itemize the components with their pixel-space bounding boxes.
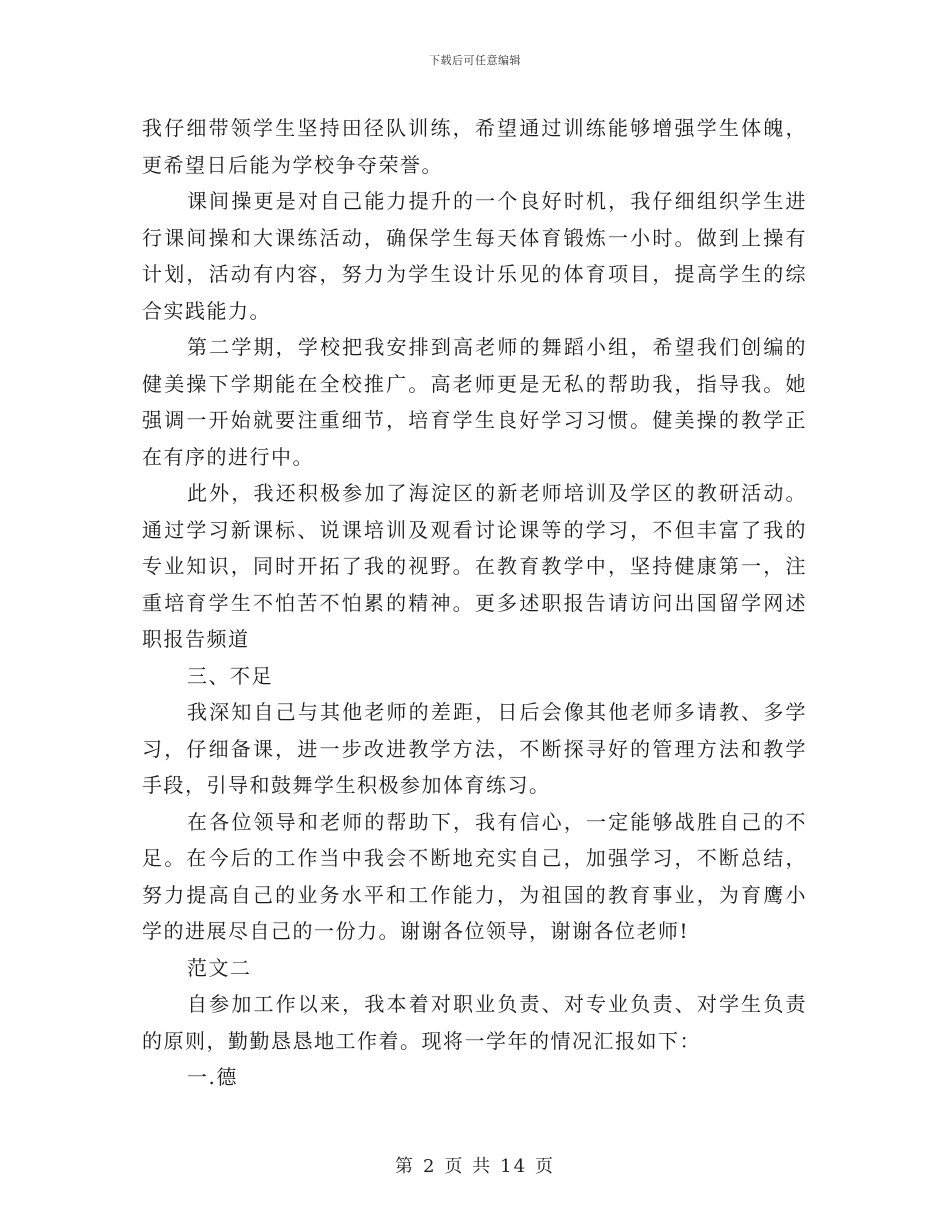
paragraph: 我仔细带领学生坚持田径队训练，希望通过训练能够增强学生体魄，更希望日后能为学校争夺荣誉。 [142,116,807,177]
paragraph: 在各位领导和老师的帮助下，我有信心，一定能够战胜自己的不足。在今后的工作当中我会不断地充实自己，加强学习，不断总结，努力提高自己的业务水平和工作能力，为祖国的教育事业，为育鹰小学的进展尽自己的一份力。谢谢各位领导，谢谢各位老师! [142,809,807,943]
section-heading: 三、不足 [187,663,273,688]
paragraph: 此外，我还积极参加了海淀区的新老师培训及学区的教研活动。通过学习新课标、说课培训及观看讨论课等的学习，不但丰富了我的专业知识，同时开拓了我的视野。在教育教学中，坚持健康第一，注重培育学生不怕苦不怕累的精神。更多述职报告请访问出国留学网述职报告频道 [142,481,807,651]
document-body [142,110,807,1096]
page-number: 2 [422,1156,437,1177]
paragraph: 课间操更是对自己能力提升的一个良好时机，我仔细组织学生进行课间操和大课练活动，确保学生每天体育锻炼一小时。做到上操有计划，活动有内容，努力为学生设计乐见的体育项目，提高学生的综合实践能力。 [142,189,807,323]
page-header: 下载后可任意编辑 [429,54,521,67]
paragraph: 我深知自己与其他老师的差距，日后会像其他老师多请教、多学习，仔细备课，进一步改进教学方法，不断探寻好的管理方法和教学手段，引导和鼓舞学生积极参加体育练习。 [142,700,807,797]
footer-middle: 页 共 [444,1156,493,1177]
footer-prefix: 第 [394,1156,415,1177]
page-footer [0,1152,950,1178]
section-heading: 范文二 [187,955,252,980]
paragraph: 自参加工作以来，我本着对职业负责、对专业负责、对学生负责的原则，勤勤恳恳地工作着。现将一学年的情况汇报如下： [142,992,807,1053]
total-pages: 14 [500,1156,528,1177]
section-heading: 一.德 [187,1065,238,1089]
paragraph: 第二学期，学校把我安排到高老师的舞蹈小组，希望我们创编的健美操下学期能在全校推广。高老师更是无私的帮助我，指导我。她强调一开始就要注重细节，培育学生良好学习习惯。健美操的教学正在有序的进行中。 [142,335,807,469]
footer-suffix: 页 [535,1156,556,1177]
